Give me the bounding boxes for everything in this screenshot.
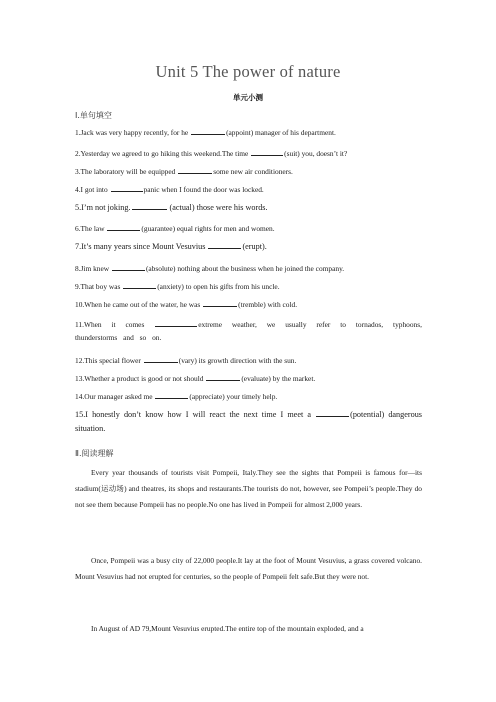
question-10: 10.When he came out of the water, he was (tremble) with cold. [75, 300, 298, 309]
answer-blank[interactable] [132, 202, 167, 210]
question-9: 9.That boy was (anxiety) to open his gifts from his uncle. [75, 282, 280, 291]
question-13: 13.Whether a product is good or not should (evaluate) by the market. [75, 374, 316, 383]
answer-blank[interactable] [111, 184, 143, 192]
reading-paragraph-1: Every year thousands of tourists visit Pompeii, Italy.They see the sights that Pompeii is famous for—its stadium(运动场) and theatres, its shops and restaurants.The tourists do not, however, see Pompeii’s people.They do not see them because Pompeii has no people.No one has lived in Pompeii for almost 2,000 years. [75, 468, 422, 509]
answer-blank[interactable] [155, 391, 188, 399]
answer-blank[interactable] [316, 409, 349, 417]
section-heading-fill-in: Ⅰ.单句填空 [75, 111, 112, 120]
question-11: 11.When it comes extreme weather, we usually refer to tornados, typhoons, thunderstorms and so on. [75, 320, 422, 342]
question-2: 2.Yesterday we agreed to go hiking this weekend.The time (suit) you, doesn’t it? [75, 149, 348, 158]
answer-blank[interactable] [191, 127, 225, 135]
answer-blank[interactable] [112, 263, 145, 271]
question-4: 4.I got into panic when I found the door was locked. [75, 185, 264, 194]
answer-blank[interactable] [208, 241, 241, 249]
reading-paragraph-3: In August of AD 79,Mount Vesuvius erupted.The entire top of the mountain exploded, and a [91, 624, 364, 633]
answer-blank[interactable] [144, 355, 178, 363]
question-7: 7.It’s many years since Mount Vesuvius (erupt). [75, 242, 267, 251]
answer-blank[interactable] [203, 299, 237, 307]
document-subtitle: 单元小测 [233, 93, 263, 102]
question-14: 14.Our manager asked me (appreciate) your timely help. [75, 392, 278, 401]
answer-blank[interactable] [251, 148, 283, 156]
question-8: 8.Jim knew (absolute) nothing about the business when he joined the company. [75, 264, 345, 273]
question-6: 6.The law (guarantee) equal rights for men and women. [75, 224, 275, 233]
question-3: 3.The laboratory will be equipped some new air conditioners. [75, 167, 293, 176]
answer-blank[interactable] [206, 373, 240, 381]
document-title: Unit 5 The power of nature [155, 62, 341, 81]
answer-blank[interactable] [123, 281, 156, 289]
question-5: 5.I’m not joking. (actual) those were his words. [75, 203, 268, 212]
section-heading-reading: Ⅱ.阅读理解 [75, 449, 114, 458]
reading-paragraph-2: Once, Pompeii was a busy city of 22,000 people.It lay at the foot of Mount Vesuvius, a grass covered volcano. Mount Vesuvius had not erupted for centuries, so the people of Pompeii felt safe.But they were not. [75, 556, 422, 581]
question-15: 15.I honestly don’t know how I will react the next time I meet a (potential) dangerous situation. [75, 410, 422, 433]
question-12: 12.This special flower (vary) its growth direction with the sun. [75, 356, 297, 365]
answer-blank[interactable] [107, 223, 140, 231]
answer-blank[interactable] [178, 166, 212, 174]
answer-blank[interactable] [155, 319, 197, 327]
question-1: 1.Jack was very happy recently, for he (appoint) manager of his department. [75, 128, 336, 137]
